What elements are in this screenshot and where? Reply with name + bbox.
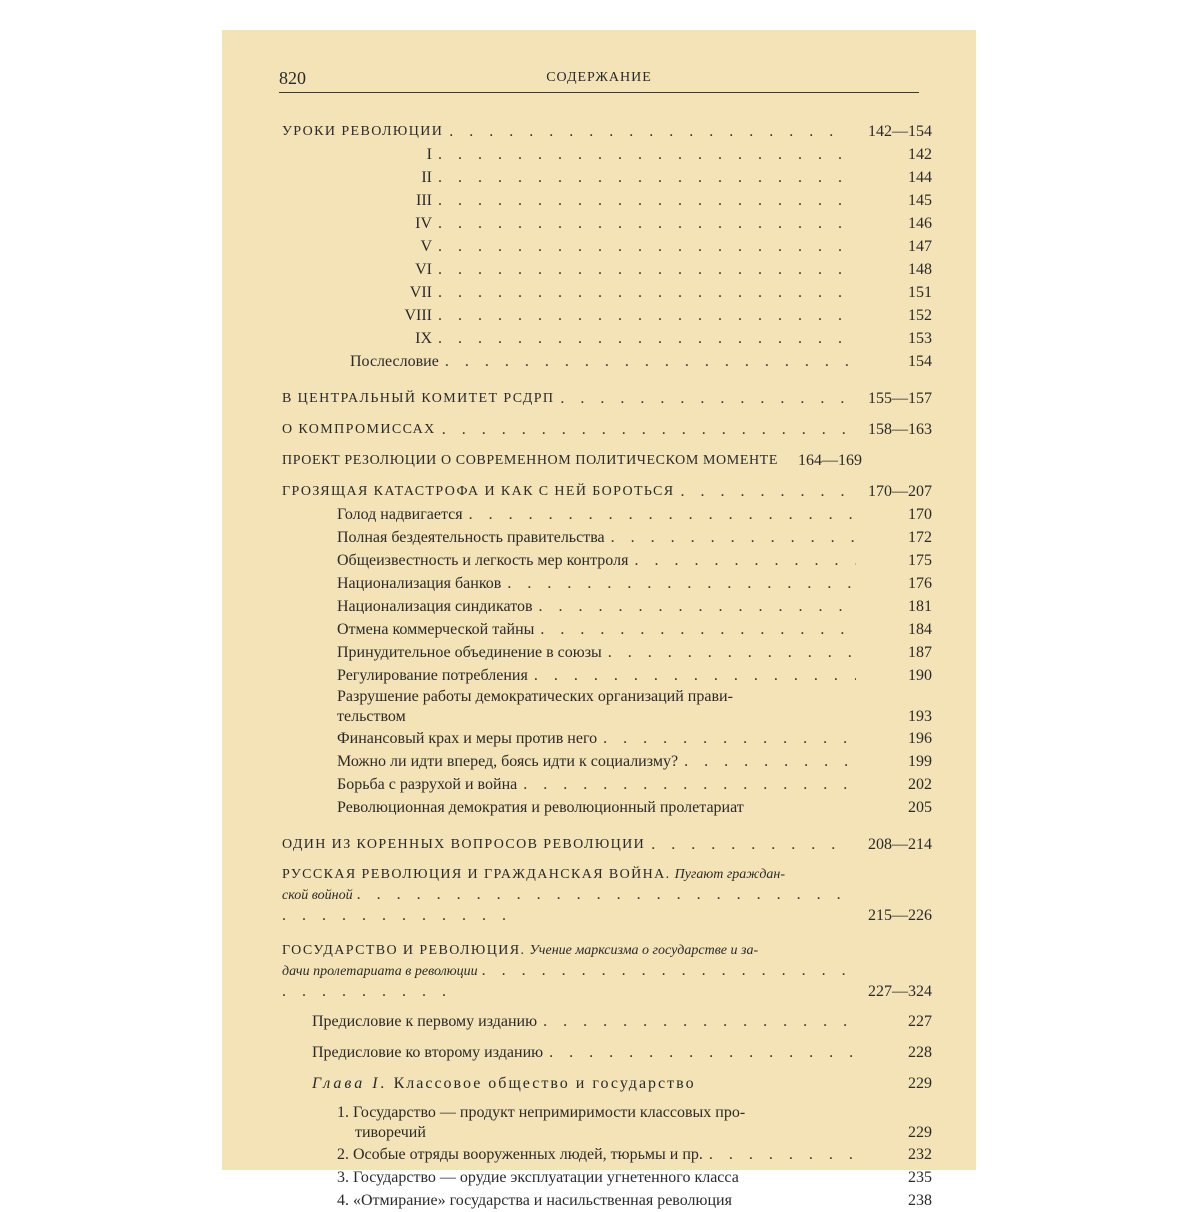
entry-pages: 155—157 (868, 390, 932, 407)
entry-title: Можно ли идти вперед, боясь идти к социализму? (337, 753, 679, 770)
entry-title: О КОМПРОМИССАХ (282, 422, 436, 437)
entry-pages: 181 (908, 598, 932, 615)
entry-pages: 227—324 (868, 983, 932, 1000)
entry-pages: 227 (908, 1013, 932, 1030)
entry-title: УРОКИ РЕВОЛЮЦИИ (282, 124, 444, 139)
toc-entry (282, 480, 932, 503)
dot-leader (438, 304, 856, 327)
entry-title: Отмена коммерческой тайны (337, 621, 535, 638)
dot-leader (442, 418, 846, 441)
entry-title: Национализация синдикатов (337, 598, 533, 615)
toc-subentry (282, 727, 932, 750)
entry-title: РУССКАЯ РЕВОЛЮЦИЯ И ГРАЖДАНСКАЯ ВОЙНА. (282, 867, 671, 882)
dot-leader (539, 595, 856, 618)
dot-leader (603, 727, 856, 750)
dot-leader (445, 350, 856, 373)
toc-subentry (282, 1189, 932, 1212)
entry-title: В ЦЕНТРАЛЬНЫЙ КОМИТЕТ РСДРП (282, 391, 555, 406)
toc-subentry (282, 327, 932, 350)
toc-subentry (282, 350, 932, 373)
entry-title: I (426, 146, 432, 163)
toc-subentry (282, 304, 932, 327)
toc-subentry (282, 1143, 932, 1166)
toc-subentry (282, 687, 932, 727)
toc-entry (282, 387, 932, 410)
entry-pages: 176 (908, 575, 932, 592)
entry-title-continued: тельством (337, 708, 406, 725)
entry-title: Национализация банков (337, 575, 502, 592)
entry-title: Послесловие (350, 353, 439, 370)
entry-title: Общеизвестность и легкость мер контроля (337, 552, 629, 569)
entry-pages: 232 (908, 1146, 932, 1163)
chapter-label: Глава I. (312, 1075, 388, 1092)
toc-subentry (282, 773, 932, 796)
dot-leader (469, 503, 856, 526)
toc-subentry (282, 189, 932, 212)
entry-pages: 148 (908, 261, 932, 278)
entry-pages: 142—154 (868, 123, 932, 140)
entry-pages: 145 (908, 192, 932, 209)
toc-subentry (282, 281, 932, 304)
dot-leader (438, 281, 856, 304)
dot-leader (438, 189, 856, 212)
entry-pages: 146 (908, 215, 932, 232)
entry-title: Классовое общество и государство (393, 1075, 696, 1092)
entry-pages: 202 (908, 776, 932, 793)
toc-entry (282, 120, 932, 143)
toc-subentry (282, 641, 932, 664)
toc-subentry (282, 572, 932, 595)
dot-leader (608, 641, 856, 664)
entry-title: Регулирование потребления (337, 667, 528, 684)
table-of-contents (282, 120, 932, 1212)
entry-title: III (416, 192, 432, 209)
entry-pages: 158—163 (868, 421, 932, 438)
entry-title: 3. Государство — орудие эксплуатации угнетенного класса (337, 1169, 739, 1186)
entry-pages: 208—214 (868, 836, 932, 853)
dot-leader (449, 120, 846, 143)
entry-pages: 229 (908, 1075, 932, 1092)
entry-title: ГОСУДАРСТВО И РЕВОЛЮЦИЯ. (282, 943, 526, 958)
entry-pages: 147 (908, 238, 932, 255)
toc-subentry (282, 166, 932, 189)
dot-leader (549, 1041, 856, 1064)
entry-title: ГРОЗЯЩАЯ КАТАСТРОФА И КАК С НЕЙ БОРОТЬСЯ (282, 484, 675, 499)
entry-title: Финансовый крах и меры против него (337, 730, 598, 747)
entry-title: Борьба с разрухой и война (337, 776, 518, 793)
dot-leader (543, 1010, 856, 1033)
toc-subentry (282, 796, 932, 819)
entry-pages: 184 (908, 621, 932, 638)
entry-title: ПРОЕКТ РЕЗОЛЮЦИИ О СОВРЕМЕННОМ ПОЛИТИЧЕСКОМ МОМЕНТЕ (282, 453, 778, 468)
entry-title: V (420, 238, 432, 255)
dot-leader (438, 327, 856, 350)
entry-title-continued: тиворечий (355, 1124, 426, 1141)
entry-title: Революционная демократия и революционный пролетариат (337, 799, 744, 816)
toc-entry (282, 418, 932, 441)
entry-pages: 144 (908, 169, 932, 186)
dot-leader (438, 258, 856, 281)
dot-leader (540, 618, 856, 641)
toc-subentry (282, 750, 932, 773)
entry-title: VII (409, 284, 432, 301)
dot-leader (634, 549, 856, 572)
entry-subtitle-continued: ской войной (282, 888, 353, 903)
entry-pages: 229 (908, 1124, 932, 1141)
dot-leader (438, 143, 856, 166)
dot-leader (611, 526, 856, 549)
toc-subentry (282, 235, 932, 258)
entry-pages: 154 (908, 353, 932, 370)
entry-title: Разрушение работы демократических организаций прави- (337, 688, 733, 705)
dot-leader (438, 166, 856, 189)
page-header (279, 66, 919, 93)
entry-pages: 172 (908, 529, 932, 546)
toc-subentry (282, 1010, 932, 1033)
toc-subentry (282, 549, 932, 572)
entry-pages: 228 (908, 1044, 932, 1061)
entry-title: IX (415, 330, 432, 347)
entry-subtitle: Пугают граждан- (674, 867, 786, 882)
dot-leader (684, 750, 856, 773)
entry-pages: 175 (908, 552, 932, 569)
entry-title: Полная бездеятельность правительства (337, 529, 605, 546)
entry-pages: 199 (908, 753, 932, 770)
entry-title: 4. «Отмирание» государства и насильственная революция (337, 1192, 732, 1209)
entry-title: ОДИН ИЗ КОРЕННЫХ ВОПРОСОВ РЕВОЛЮЦИИ (282, 837, 646, 852)
entry-pages: 235 (908, 1169, 932, 1186)
page-number: 820 (279, 68, 306, 88)
toc-subentry (282, 664, 932, 687)
entry-title: 1. Государство — продукт непримиримости классовых про- (337, 1104, 746, 1121)
toc-entry (282, 833, 932, 856)
entry-pages: 193 (908, 708, 932, 725)
toc-entry: ГОСУДАРСТВО И РЕВОЛЮЦИЯ. Учение марксизма о государстве и за- дачи пролетариата в революции . . . . . . . . . . . . . . . . . . . . . . . . . . . . 227—324 (282, 943, 932, 1000)
entry-pages: 205 (908, 799, 932, 816)
toc-subentry (282, 1103, 932, 1143)
dot-leader (507, 572, 856, 595)
dot-leader (709, 1143, 856, 1166)
entry-title: Предисловие ко второму изданию (312, 1044, 544, 1061)
entry-pages: 152 (908, 307, 932, 324)
toc-subentry (282, 212, 932, 235)
toc-subentry (282, 1041, 932, 1064)
entry-title: 2. Особые отряды вооруженных людей, тюрьмы и пр. (337, 1146, 703, 1163)
toc-entry: РУССКАЯ РЕВОЛЮЦИЯ И ГРАЖДАНСКАЯ ВОЙНА. Пугают граждан- ской войной . . . . . . . . . . . . . . . . . . . . . . . . . . . . . . . . . . . . . 215—226 (282, 867, 932, 924)
entry-pages: 151 (908, 284, 932, 301)
toc-subentry (282, 503, 932, 526)
toc-entry (282, 449, 932, 472)
toc-subentry (282, 595, 932, 618)
dot-leader (560, 387, 846, 410)
entry-pages: 170—207 (868, 483, 932, 500)
dot-leader (523, 773, 856, 796)
toc-subentry (282, 526, 932, 549)
entry-pages: 187 (908, 644, 932, 661)
entry-pages: 153 (908, 330, 932, 347)
entry-title: VIII (404, 307, 432, 324)
dot-leader (438, 235, 856, 258)
entry-pages: 238 (908, 1192, 932, 1209)
page-title: СОДЕРЖАНИЕ (546, 70, 652, 85)
entry-pages: 196 (908, 730, 932, 747)
entry-title: VI (415, 261, 432, 278)
entry-title: II (421, 169, 432, 186)
dot-leader (438, 212, 856, 235)
entry-pages: 190 (908, 667, 932, 684)
entry-pages: 142 (908, 146, 932, 163)
entry-title: Принудительное объединение в союзы (337, 644, 602, 661)
entry-pages: 215—226 (868, 907, 932, 924)
toc-subentry (282, 1166, 932, 1189)
entry-title: Предисловие к первому изданию (312, 1013, 538, 1030)
toc-chapter (282, 1072, 932, 1095)
entry-title: Голод надвигается (337, 506, 463, 523)
entry-subtitle-continued: дачи пролетариата в революции (282, 964, 478, 979)
toc-subentry (282, 618, 932, 641)
dot-leader (534, 664, 856, 687)
book-page (222, 30, 976, 1209)
entry-pages: 170 (908, 506, 932, 523)
entry-subtitle: Учение марксизма о государстве и за- (529, 943, 759, 958)
dot-leader (651, 833, 846, 856)
entry-pages: 164—169 (797, 452, 862, 469)
entry-title: IV (415, 215, 432, 232)
dot-leader (681, 480, 847, 503)
toc-subentry (282, 143, 932, 166)
toc-subentry (282, 258, 932, 281)
